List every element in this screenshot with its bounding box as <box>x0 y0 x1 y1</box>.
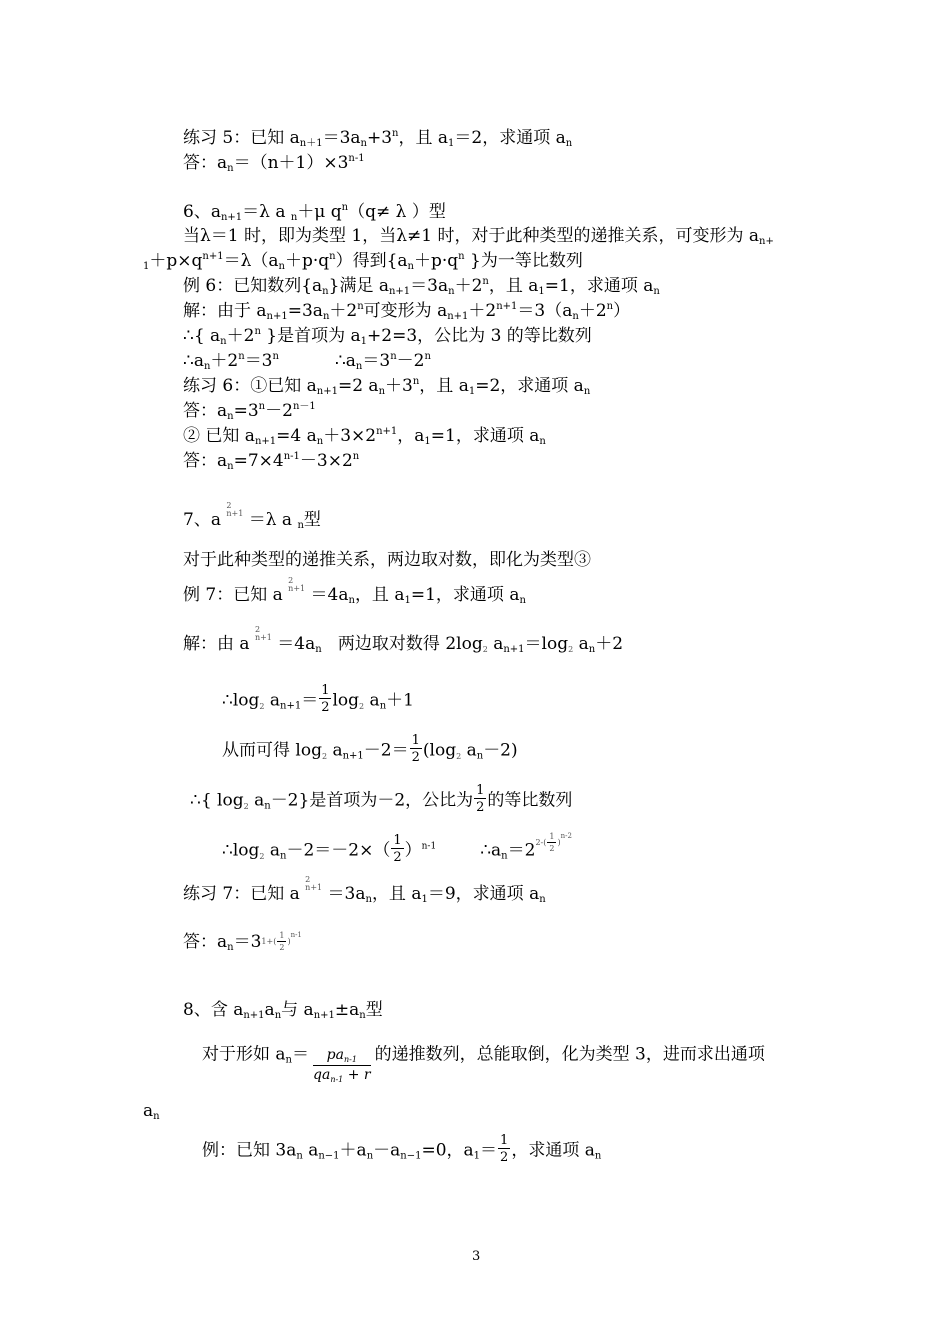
section-7-heading: 7、a 2 n+1 ＝λ a $_n$型 <box>183 501 321 531</box>
section-7-desc: 对于此种类型的递推关系，两边取对数，即化为类型③ <box>183 550 591 570</box>
solution-7-5: $\therefore\log_2$ $a_n-2=-2\times$（ $\frac{1}{2}$ ）$^{n-1}$ $\therefore a_n=22-$( $\frac{1}{2}$ )$^{n-2}$ <box>222 832 572 865</box>
solution-6-2: ∴{ $a_n+2^n$ }是首项为 $a_1+2=3$，公比为 3 的等比数列 <box>183 326 592 347</box>
example-8: 例：已知 $3a_n$ $a_{n-1}+a_n-a_{n-1}=0$，$a_1=$ $\frac{1}{2}$ ，求通项 $a_n$ <box>202 1133 602 1165</box>
text: 例 6：已知数列{a <box>183 276 323 296</box>
text: ∴log <box>222 690 260 711</box>
text: 对于形如 a <box>202 1044 286 1065</box>
text: 练习 7：已知 a <box>183 884 300 904</box>
text: 7、a <box>183 510 221 530</box>
page-number: 3 <box>472 1249 481 1264</box>
section-6-heading: 6、$a_{n+1}=\lambda$ a $_n$＋μ $q^n(q\ne \lambda$ ）型 <box>183 202 446 223</box>
solution-6-1: 解：由于 $a_{n+1}=3a_n+2^n$可变形为 $a_{n+1}+2^{n+1}=3(a_n+2^n)$ <box>183 301 631 322</box>
text: 当λ＝1 时，即为类型 1，当λ≠1 时，对于此种类型的递推关系，可变形为 a <box>183 226 759 246</box>
solution-7-2: $\therefore\log_2$ $a_{n+1}=$ $\frac{1}{2}$ $\log_2 a_n+1$ <box>222 683 414 715</box>
text: 答：a <box>183 153 228 173</box>
text: 8、含 a <box>183 1000 244 1020</box>
section-8-heading: 8、含 $a_{n+1}a_n$与 $a_{n+1}\pm a_n$型 <box>183 1000 383 1021</box>
text: 解：由 a <box>183 634 250 654</box>
text: 答：a <box>183 401 228 421</box>
example-6: 例 6：已知数列$\{a_n\}$满足 $a_{n+1}=3a_n+2^n$，且 $a_1=1$，求通项 $a_n$ <box>183 276 660 297</box>
text: 解：由于 a <box>183 301 267 321</box>
section-6-desc-1: 当λ＝1 时，即为类型 1，当λ≠1 时，对于此种类型的递推关系，可变形为 $a_{n+}$ <box>183 226 774 247</box>
text: 1 <box>143 261 150 272</box>
text: ∴a <box>183 351 204 371</box>
text: ② 已知 a <box>183 426 255 446</box>
text: 练习 6：①已知 a <box>183 376 317 396</box>
text: a <box>143 1101 154 1121</box>
exercise-7: 练习 7：已知 a 2 $n+1 =3a_n$，且 $a_1=9$，求通项 $a_n$ <box>183 875 546 905</box>
section-6-desc-2: $_1+p\times q^{n+1}=\lambda(a_n+p\cdot q^n)$得到{$a_n+p\cdot q^n$ }为一等比数列 <box>143 251 583 272</box>
exercise-7-answer: 答：$a_n=31+$( $\frac{1}{2}$ )$^{n-1}$ <box>183 931 302 953</box>
text: ∴{ log <box>190 790 244 811</box>
section-8-desc-cont: $a_n$ <box>143 1101 160 1122</box>
text: 例：已知 3a <box>202 1140 297 1161</box>
text: 从而可得 log <box>222 740 322 761</box>
exercise-6-answer-2: 答：$a_n=7\times 4^{n-1}-3\times 2^n$ <box>183 451 360 472</box>
exercise-6-part-2: ② 已知 $a_{n+1}=4$ $a_n+3\times 2^{n+1}$，$a_1=1$，求通项 $a_n$ <box>183 426 546 447</box>
example-7: 例 7：已知 a 2 $n+1 =4a_n$，且 $a_1=1$，求通项 $a_n$ <box>183 576 526 606</box>
exercise-5-answer: 答：$a_n=(n+1)\times 3^{n-1}$ <box>183 153 365 174</box>
exercise-6: 练习 6：①已知 $a_{n+1}=2$ $a_n+3^n$，且 $a_1=2$，求通项 $a_n$ <box>183 376 591 397</box>
solution-7-1: 解：由 a 2 $n+1 =4a_n$ 两边取对数得 $2\log_2$ $a_{n+1}=\log_2$ $a_n+2$ <box>183 625 624 655</box>
text: 6、a <box>183 202 221 222</box>
text: 答：a <box>183 451 228 471</box>
text: 答：a <box>183 932 228 952</box>
text: ∴log <box>222 840 260 861</box>
solution-6-3: $\therefore a_n+2^n=3^n$ $\therefore a_n=3^n-2^n$ <box>183 351 431 372</box>
text: ∴{ a <box>183 326 221 346</box>
text: 练习 5：已知 a <box>183 128 300 148</box>
text: 例 7：已知 a <box>183 585 283 605</box>
exercise-6-answer-1: 答：$a_n=3^n-2^{n-1}$ <box>183 401 316 422</box>
section-8-desc: 对于形如 $a_n=$ $\frac{pa_{n-1}}{qa_{n-1} + r}$ 的递推数列，总能取倒，化为类型 3，进而求出通项 <box>202 1044 765 1084</box>
solution-7-3: 从而可得 $\log_2 a_{n+1}-2=$ $\frac{1}{2}$ ($\log_2$ $a_n-2$) <box>222 733 518 765</box>
exercise-5-line: 练习 5：已知 $a_{n+1}=3a_n+3^n$，且 $a_1=2$，求通项 $a_n$ <box>183 128 573 149</box>
solution-7-4: ∴{ $\log_2 a_n-2$}是首项为－2，公比为 $\frac{1}{2}$ 的等比数列 <box>190 783 573 815</box>
